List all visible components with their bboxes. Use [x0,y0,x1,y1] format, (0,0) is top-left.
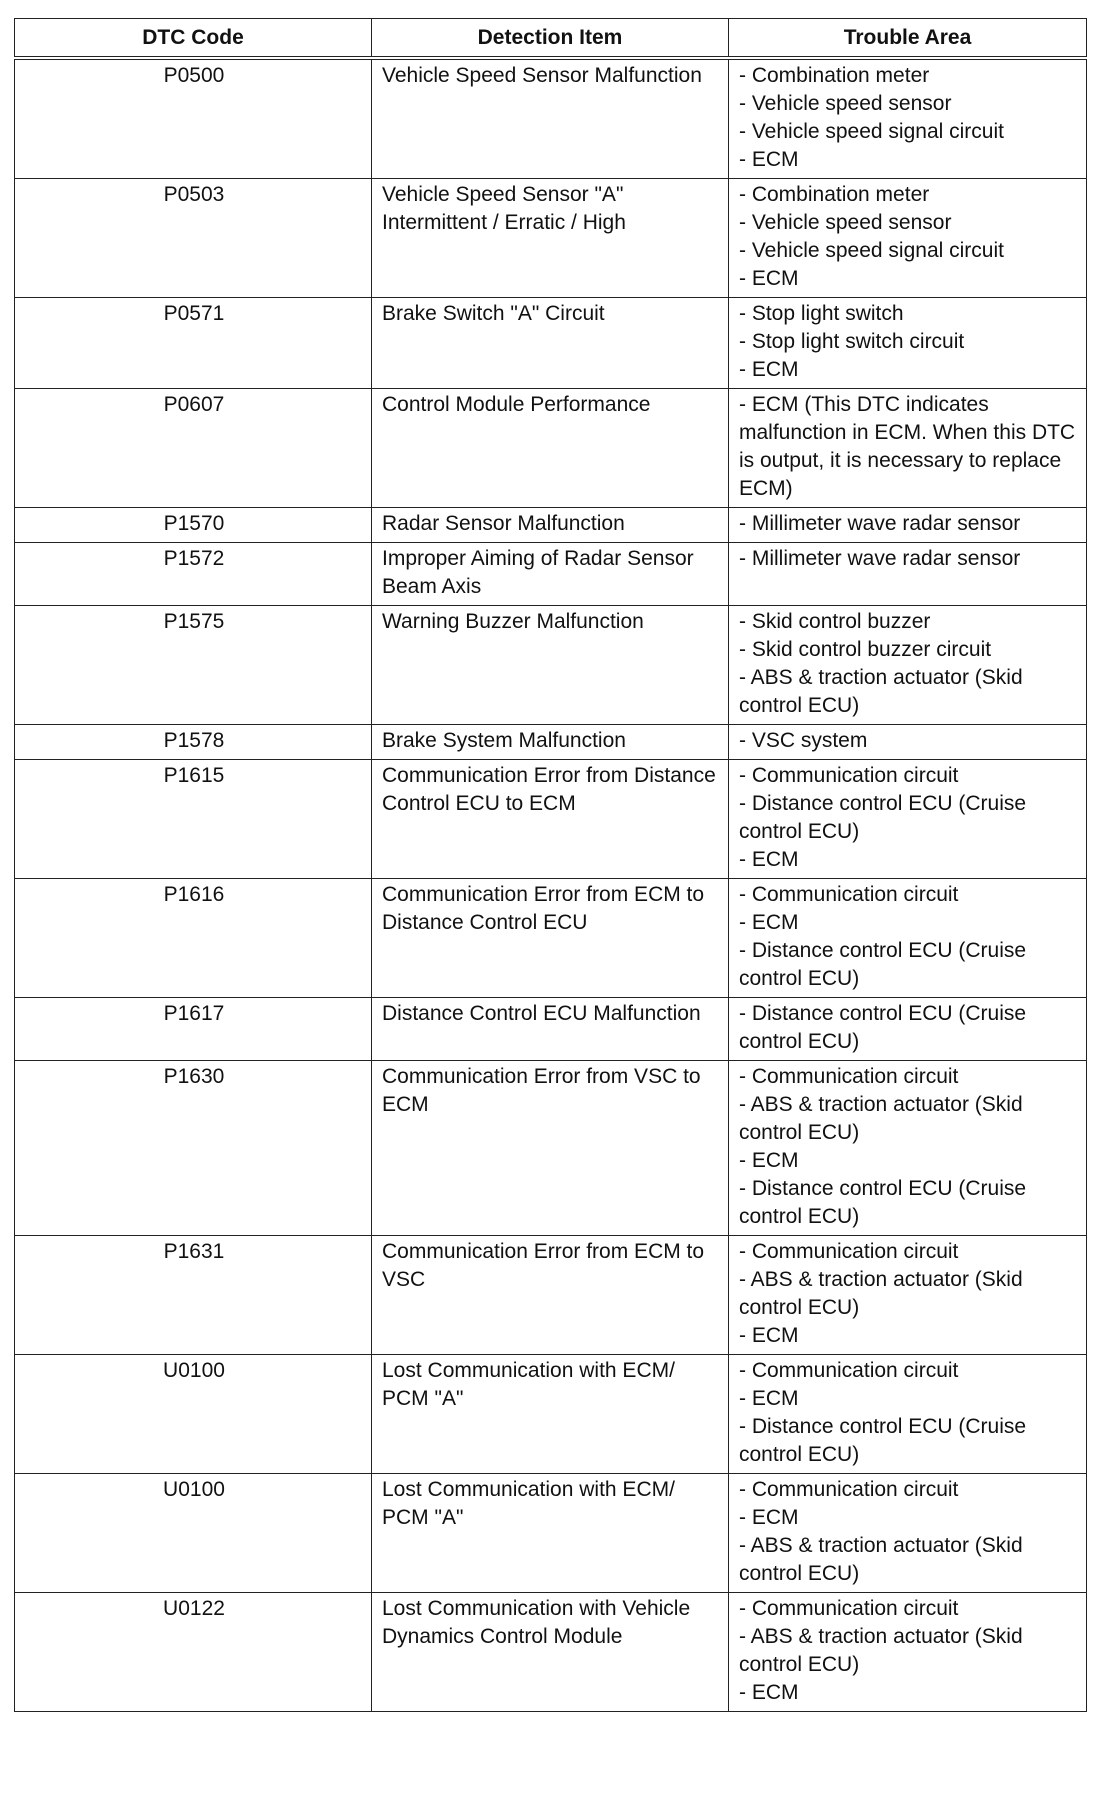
detection-item-cell: Lost Communication with Vehicle Dynamics Control Module [372,1593,729,1712]
trouble-area-line: - ECM [739,358,799,381]
detection-item-cell: Communication Error from Distance Control ECU to ECM [372,760,729,879]
trouble-area-cell [729,1061,1087,1236]
trouble-area-cell [729,606,1087,725]
trouble-area-line: - ECM [739,1681,799,1704]
header-dtc-code: DTC Code [15,19,372,59]
trouble-area-cell [729,725,1087,760]
detection-item-cell: Brake System Malfunction [372,725,729,760]
trouble-area-line: - Distance control ECU (Cruise control ECU) [739,792,1027,843]
trouble-area-cell [729,389,1087,508]
trouble-area-line: - Communication circuit [739,1240,959,1263]
trouble-area-line: - Distance control ECU (Cruise control ECU) [739,939,1027,990]
table-row [15,1061,1087,1236]
dtc-code-cell: U0100 [15,1474,372,1593]
dtc-code-cell: P1631 [15,1236,372,1355]
trouble-area-line: - ECM [739,1387,799,1410]
trouble-area-line: - ECM [739,848,799,871]
table-row [15,879,1087,998]
detection-item-cell: Lost Communication with ECM/ PCM "A" [372,1355,729,1474]
dtc-code-cell: P1617 [15,998,372,1061]
detection-item-cell: Improper Aiming of Radar Sensor Beam Axis [372,543,729,606]
trouble-area-cell [729,998,1087,1061]
trouble-area-line: - Distance control ECU (Cruise control ECU) [739,1415,1027,1466]
trouble-area-cell [729,1593,1087,1712]
trouble-area-line: - ABS & traction actuator (Skid control ECU) [739,1093,1023,1144]
trouble-area-line: - Skid control buzzer [739,610,931,633]
trouble-area-line: - ECM [739,1324,799,1347]
table-row [15,179,1087,298]
table-row [15,58,1087,179]
dtc-code-cell: P1630 [15,1061,372,1236]
detection-item-cell: Communication Error from ECM to Distance Control ECU [372,879,729,998]
trouble-area-line: - Communication circuit [739,1597,959,1620]
dtc-code-cell: P1615 [15,760,372,879]
trouble-area-line: - Vehicle speed sensor [739,92,952,115]
trouble-area-line: - Communication circuit [739,1478,959,1501]
trouble-area-line: - ABS & traction actuator (Skid control ECU) [739,1268,1023,1319]
dtc-code-cell: P1578 [15,725,372,760]
table-header-row [15,19,1087,59]
detection-item-cell: Brake Switch "A" Circuit [372,298,729,389]
trouble-area-line: - ECM [739,148,799,171]
trouble-area-cell [729,1236,1087,1355]
dtc-code-cell: U0122 [15,1593,372,1712]
trouble-area-cell [729,58,1087,179]
trouble-area-line: - ABS & traction actuator (Skid control ECU) [739,1534,1023,1585]
trouble-area-line: - Stop light switch circuit [739,330,965,353]
detection-item-cell: Vehicle Speed Sensor "A" Intermittent / Erratic / High [372,179,729,298]
trouble-area-line: - ABS & traction actuator (Skid control ECU) [739,1625,1023,1676]
trouble-area-cell [729,1355,1087,1474]
dtc-code-cell: P0503 [15,179,372,298]
trouble-area-line: - Communication circuit [739,764,959,787]
dtc-code-cell: P0607 [15,389,372,508]
detection-item-cell: Vehicle Speed Sensor Malfunction [372,58,729,179]
trouble-area-line: - Vehicle speed signal circuit [739,120,1004,143]
trouble-area-cell [729,879,1087,998]
table-row [15,1236,1087,1355]
detection-item-cell: Distance Control ECU Malfunction [372,998,729,1061]
table-row [15,298,1087,389]
dtc-code-cell: P1616 [15,879,372,998]
trouble-area-line: - Millimeter wave radar sensor [739,547,1021,570]
dtc-code-cell: P1570 [15,508,372,543]
trouble-area-line: - Vehicle speed sensor [739,211,952,234]
trouble-area-line: - Skid control buzzer circuit [739,638,992,661]
table-body [15,58,1087,1712]
dtc-code-cell: P1572 [15,543,372,606]
trouble-area-line: - ECM [739,1149,799,1172]
detection-item-cell: Communication Error from ECM to VSC [372,1236,729,1355]
detection-item-cell: Communication Error from VSC to ECM [372,1061,729,1236]
dtc-table [14,18,1087,1712]
table-row [15,760,1087,879]
trouble-area-line: - ECM [739,1506,799,1529]
trouble-area-cell [729,1474,1087,1593]
trouble-area-line: - Communication circuit [739,1065,959,1088]
trouble-area-line: - VSC system [739,729,868,752]
trouble-area-line: - ABS & traction actuator (Skid control ECU) [739,666,1023,717]
dtc-code-cell: P0571 [15,298,372,389]
detection-item-cell: Lost Communication with ECM/ PCM "A" [372,1474,729,1593]
trouble-area-cell [729,508,1087,543]
detection-item-cell: Warning Buzzer Malfunction [372,606,729,725]
trouble-area-cell [729,543,1087,606]
trouble-area-line: - Communication circuit [739,883,959,906]
trouble-area-cell [729,298,1087,389]
detection-item-cell: Control Module Performance [372,389,729,508]
trouble-area-line: - ECM [739,911,799,934]
dtc-code-cell: U0100 [15,1355,372,1474]
trouble-area-line: - Combination meter [739,64,930,87]
trouble-area-line: - Communication circuit [739,1359,959,1382]
trouble-area-line: - Combination meter [739,183,930,206]
header-detection-item: Detection Item [372,19,729,59]
trouble-area-line: - ECM [739,267,799,290]
table-row [15,1355,1087,1474]
trouble-area-line: - Distance control ECU (Cruise control ECU) [739,1002,1027,1053]
table-row [15,543,1087,606]
trouble-area-cell [729,179,1087,298]
trouble-area-line: - Distance control ECU (Cruise control ECU) [739,1177,1027,1228]
trouble-area-line: - ECM (This DTC indicates malfunction in ECM. When this DTC is output, it is necessary to replace ECM) [739,393,1076,500]
detection-item-cell: Radar Sensor Malfunction [372,508,729,543]
dtc-code-cell: P1575 [15,606,372,725]
table-row [15,1474,1087,1593]
trouble-area-line: - Vehicle speed signal circuit [739,239,1004,262]
trouble-area-cell [729,760,1087,879]
table-row [15,508,1087,543]
table-row [15,725,1087,760]
table-row [15,606,1087,725]
dtc-code-cell: P0500 [15,58,372,179]
trouble-area-line: - Stop light switch [739,302,904,325]
header-trouble-area: Trouble Area [729,19,1087,59]
table-row [15,1593,1087,1712]
trouble-area-line: - Millimeter wave radar sensor [739,512,1021,535]
table-row [15,389,1087,508]
table-row [15,998,1087,1061]
